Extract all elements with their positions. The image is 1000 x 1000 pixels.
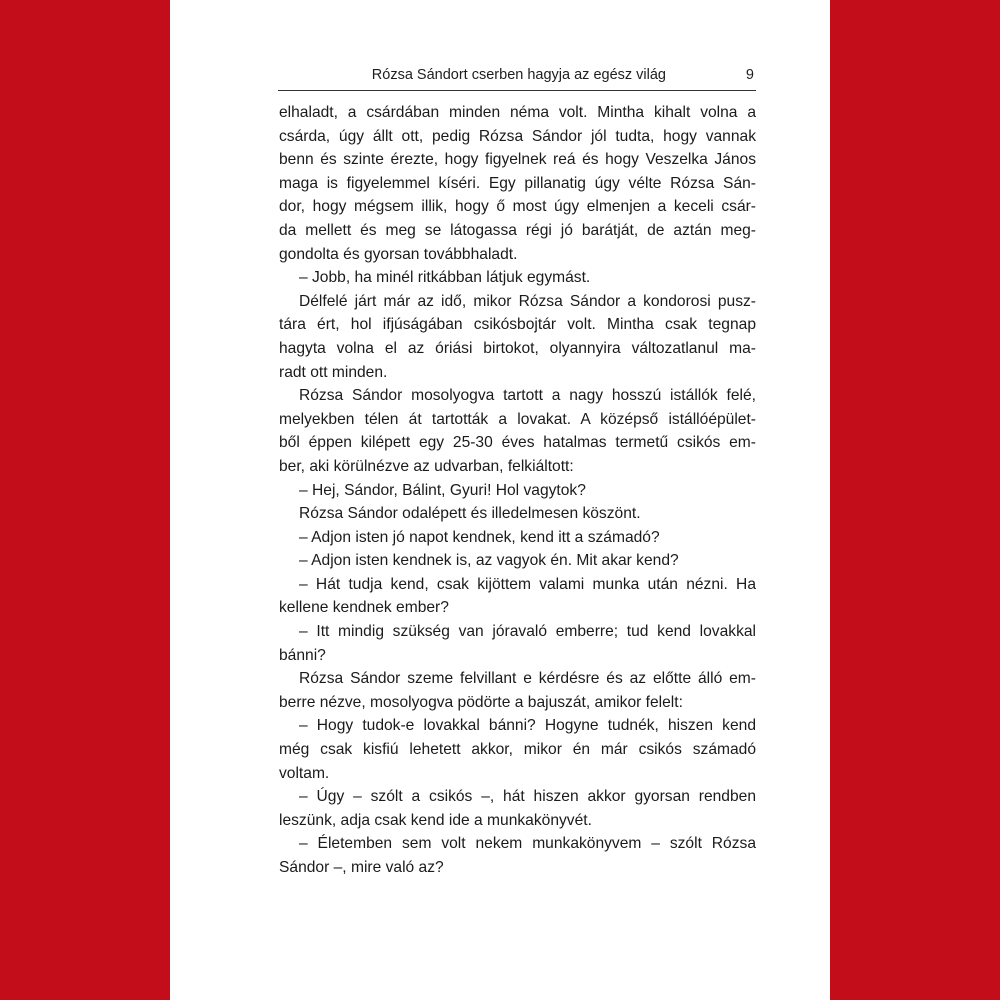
text-line: még csak kisfiú lehetett akkor, mikor én már csikós számadó [279, 741, 756, 759]
text-line: dor, hogy mégsem illik, hogy ő most úgy elmenjen a keceli csár- [279, 198, 756, 216]
text-line: – Hogy tudok-e lovakkal bánni? Hogyne tudnék, hiszen kend [299, 717, 756, 735]
text-line: melyekben télen át tartották a lovakat. A középső istállóépület- [279, 410, 756, 428]
text-line: – Úgy – szólt a csikós –, hát hiszen akkor gyorsan rendben [299, 788, 756, 806]
book-page [170, 0, 830, 1000]
text-line: leszünk, adja csak kend ide a munkakönyvét. [279, 811, 592, 829]
paragraph [279, 714, 756, 785]
running-title: Rózsa Sándort cserben hagyja az egész világ [371, 67, 666, 83]
text-line: da mellett és meg se látogassa régi jó barátját, de aztán meg- [279, 221, 756, 239]
text-line: Rózsa Sándor odalépett és illedelmesen köszönt. [299, 505, 641, 523]
page-header [278, 64, 756, 91]
text-line: Délfelé járt már az idő, mikor Rózsa Sándor a kondorosi pusz- [299, 292, 756, 310]
body-text [279, 101, 756, 880]
paragraph [279, 479, 756, 503]
text-line: ber, aki körülnézve az udvarban, felkiáltott: [279, 457, 574, 475]
text-line: Sándor –, mire való az? [279, 859, 444, 876]
text-line: voltam. [279, 764, 330, 782]
paragraph [279, 266, 756, 290]
text-line: – Jobb, ha minél ritkábban látjuk egymást. [299, 269, 591, 287]
paragraph [279, 573, 756, 620]
text-line: hagyta volna el az óriási birtokot, olyannyira változatlanul ma- [279, 339, 756, 357]
paragraph [279, 101, 756, 266]
text-line: – Adjon isten jó napot kendnek, kend itt a számadó? [299, 528, 660, 546]
text-line: – Életemben sem volt nekem munkakönyvem – szólt Rózsa [299, 835, 756, 853]
text-line: radt ott minden. [279, 363, 388, 381]
text-line: elhaladt, a csárdában minden néma volt. Mintha kihalt volna a [279, 104, 756, 121]
paragraph [279, 549, 756, 573]
paragraph [279, 667, 756, 714]
paragraph [279, 290, 756, 384]
text-line: benn és szinte érezte, hogy figyelnek reá és hogy Veszelka János [279, 151, 756, 169]
text-line: berre nézve, mosolyogva pödörte a bajuszát, amikor felelt: [279, 693, 683, 711]
text-line: – Adjon isten kendnek is, az vagyok én. Mit akar kend? [299, 552, 679, 570]
paragraph [279, 832, 756, 879]
text-line: bánni? [279, 646, 326, 664]
paragraph [279, 526, 756, 550]
text-line: – Hát tudja kend, csak kijöttem valami munka után nézni. Ha [299, 575, 756, 593]
text-line: – Itt mindig szükség van jóravaló emberre; tud kend lovakkal [299, 623, 756, 641]
text-line: tára ért, hol ifjúságában csikósbojtár volt. Mintha csak tegnap [279, 316, 756, 334]
paragraph [279, 384, 756, 478]
text-line: – Hej, Sándor, Bálint, Gyuri! Hol vagytok? [299, 481, 586, 499]
paragraph [279, 502, 756, 526]
text-line: gondolta és gyorsan továbbhaladt. [279, 245, 518, 263]
text-line: Rózsa Sándor mosolyogva tartott a nagy hosszú istállók felé, [299, 387, 756, 405]
text-line: csárda, úgy állt ott, pedig Rózsa Sándor jól tudta, hogy vannak [279, 127, 756, 145]
text-line: kellene kendnek ember? [279, 599, 449, 617]
text-line: Rózsa Sándor szeme felvillant e kérdésre és az előtte álló em- [299, 670, 756, 688]
page-number: 9 [745, 67, 754, 83]
text-line: ből éppen kilépett egy 25-30 éves hatalmas termetű csikós em- [279, 434, 756, 452]
paragraph [279, 620, 756, 667]
paragraph [279, 785, 756, 832]
text-line: maga is figyelemmel kíséri. Egy pillanatig úgy vélte Rózsa Sán- [279, 174, 756, 192]
